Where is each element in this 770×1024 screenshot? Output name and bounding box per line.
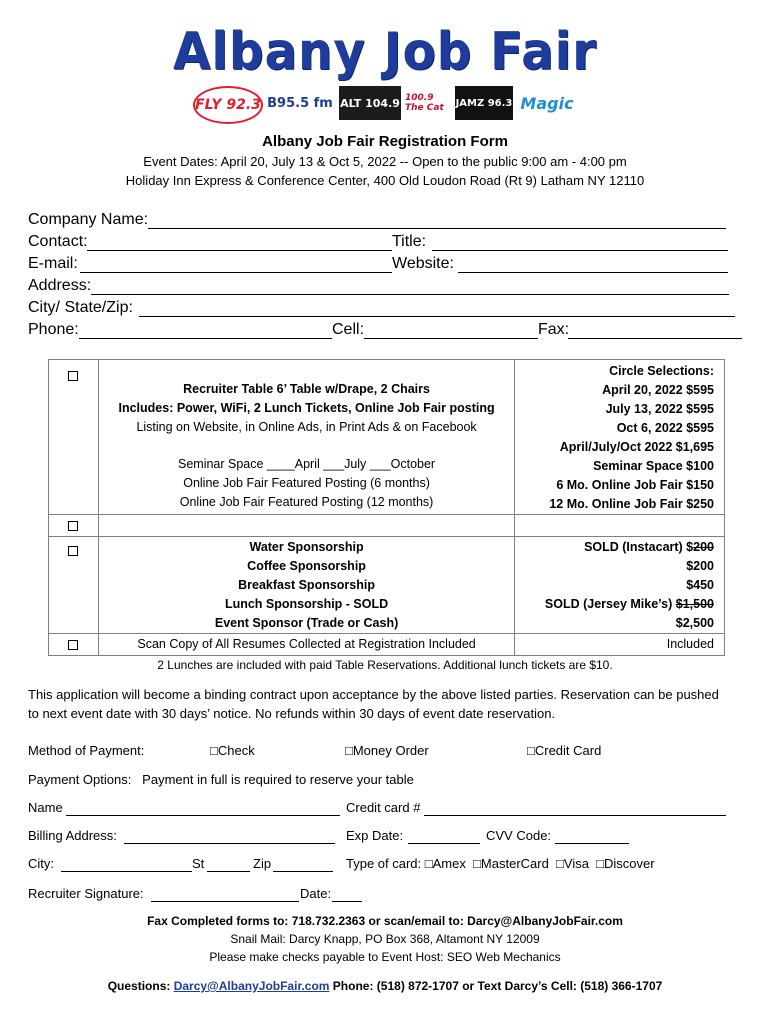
lunch-sponsorship: Lunch Sponsorship - SOLD <box>224 597 389 611</box>
recruiter-table-title: Recruiter Table 6’ Table w/Drape, 2 Chairs <box>183 382 430 396</box>
zip-input-line[interactable] <box>273 871 333 872</box>
resumes-option: Scan Copy of All Resumes Collected at Registration Included <box>98 634 514 656</box>
signature-label: Recruiter Signature: <box>28 886 144 901</box>
contact-label: Contact: <box>28 233 88 250</box>
resumes-checkbox[interactable] <box>68 640 78 650</box>
cvv-label: CVV Code: <box>486 828 552 843</box>
seminar-space-option[interactable]: Seminar Space ____April ___July ___October <box>178 457 436 471</box>
signature-input-line[interactable] <box>151 901 299 902</box>
coffee-price: $200 <box>686 559 714 573</box>
billing-address-input-line[interactable] <box>124 843 335 844</box>
event-price: $2,500 <box>675 616 714 630</box>
fax-instructions: Fax Completed forms to: 718.732.2363 or scan/email to: Darcy@AlbanyJobFair.com <box>147 914 623 928</box>
table-row <box>49 537 725 634</box>
circle-selections-label: Circle Selections: <box>609 364 714 378</box>
featured-12-option[interactable]: Online Job Fair Featured Posting (12 months) <box>179 495 434 509</box>
exp-date-label: Exp Date: <box>346 828 404 843</box>
name-label: Name <box>28 800 63 815</box>
recruiter-table-checkbox[interactable] <box>68 371 78 381</box>
city-pay-label: City: <box>28 856 54 871</box>
payment-method-label: Method of Payment: <box>28 743 145 758</box>
address-label: Address: <box>28 277 92 294</box>
table-row <box>49 515 725 537</box>
page-title: Albany Job Fair <box>173 22 597 82</box>
email-link[interactable]: Darcy@AlbanyJobFair.com <box>173 979 330 993</box>
cell-label: Cell: <box>332 321 365 338</box>
state-input-line[interactable] <box>207 871 250 872</box>
breakfast-sponsorship: Breakfast Sponsorship <box>238 578 375 592</box>
event-dates: Event Dates: April 20, July 13 & Oct 5, 2022 -- Open to the public 9:00 am - 4:00 pm <box>143 154 627 169</box>
billing-address-label: Billing Address: <box>28 828 117 843</box>
name-input-line[interactable] <box>66 815 340 816</box>
breakfast-price: $450 <box>686 578 714 592</box>
website-label: Website: <box>392 255 454 272</box>
b95-logo: B95.5 fm <box>267 95 333 111</box>
resumes-price: Included <box>515 634 725 656</box>
recruiter-includes: Includes: Power, WiFi, 2 Lunch Tickets, Online Job Fair posting <box>118 401 495 415</box>
water-price: SOLD (Instacart) $200 <box>584 540 714 554</box>
cc-number-input-line[interactable] <box>424 815 726 816</box>
sponsor-logos <box>193 86 579 122</box>
fax-label: Fax: <box>538 321 570 338</box>
company-label: Company Name: <box>28 211 149 228</box>
table-row <box>49 634 725 656</box>
options-table <box>48 359 725 656</box>
price-seminar[interactable]: Seminar Space $100 <box>593 459 714 473</box>
payment-options-text: Payment Options: Payment in full is required to reserve your table <box>28 772 414 787</box>
city-pay-input-line[interactable] <box>61 871 192 872</box>
city-label: City/ State/Zip: <box>28 299 133 316</box>
exp-date-input-line[interactable] <box>408 843 480 844</box>
lunch-price: SOLD (Jersey Mike’s) $1,500 <box>544 597 714 611</box>
company-input-line[interactable] <box>148 228 726 229</box>
price-12mo[interactable]: 12 Mo. Online Job Fair $250 <box>549 497 714 511</box>
price-april[interactable]: April 20, 2022 $595 <box>602 383 714 397</box>
phone-label: Phone: <box>28 321 79 338</box>
cvv-input-line[interactable] <box>555 843 629 844</box>
cc-number-label: Credit card # <box>346 800 421 815</box>
fax-input-line[interactable] <box>568 338 742 339</box>
price-all[interactable]: April/July/Oct 2022 $1,695 <box>559 440 714 454</box>
questions-line: Questions: Darcy@AlbanyJobFair.com Phone: (518) 872-1707 or Text Darcy’s Cell: (518) 366-1707 <box>107 979 663 993</box>
address-input-line[interactable] <box>91 294 729 295</box>
checks-payable: Please make checks payable to Event Host: SEO Web Mechanics <box>209 950 561 964</box>
fly-logo: FLY 92.3 <box>193 86 263 124</box>
phone-input-line[interactable] <box>79 338 332 339</box>
water-sponsorship: Water Sponsorship <box>249 540 364 554</box>
featured-6-option[interactable]: Online Job Fair Featured Posting (6 months) <box>183 476 430 490</box>
cat-logo: 100.9 The Cat <box>405 93 444 113</box>
email-label: E-mail: <box>28 255 78 272</box>
date-label: Date: <box>300 886 332 901</box>
contract-text: This application will become a binding contract upon acceptance by the above listed parties. Reservation can be pushed to next event date with 30 days’ notice. No refunds within 30 days of event date reservation. <box>28 687 719 721</box>
zip-label: Zip <box>253 856 272 871</box>
price-oct[interactable]: Oct 6, 2022 $595 <box>616 421 714 435</box>
table-row <box>49 360 725 515</box>
blank-checkbox[interactable] <box>68 521 78 531</box>
jamz-logo: JAMZ 96.3 <box>455 86 513 120</box>
title-input-line[interactable] <box>432 250 728 251</box>
title-label: Title: <box>392 233 427 250</box>
date-input-line[interactable] <box>332 901 362 902</box>
lunch-note: 2 Lunches are included with paid Table Reservations. Additional lunch tickets are $10. <box>157 658 613 672</box>
city-input-line[interactable] <box>139 316 735 317</box>
event-sponsor: Event Sponsor (Trade or Cash) <box>214 616 399 630</box>
website-input-line[interactable] <box>458 272 728 273</box>
snail-mail: Snail Mail: Darcy Knapp, PO Box 368, Altamont NY 12009 <box>230 932 540 946</box>
cell-input-line[interactable] <box>364 338 538 339</box>
venue: Holiday Inn Express & Conference Center, 400 Old Loudon Road (Rt 9) Latham NY 12110 <box>125 173 645 188</box>
sponsorship-checkbox[interactable] <box>68 546 78 556</box>
credit-card-option[interactable]: □Credit Card <box>527 743 602 758</box>
magic-logo: Magic <box>520 93 574 113</box>
card-type-options[interactable]: Type of card: □Amex □MasterCard □Visa □Discover <box>346 856 655 871</box>
check-option[interactable]: □Check <box>210 743 255 758</box>
alt-logo: ALT 104.9 <box>339 86 401 120</box>
contact-input-line[interactable] <box>87 250 392 251</box>
form-title: Albany Job Fair Registration Form <box>262 133 508 150</box>
price-july[interactable]: July 13, 2022 $595 <box>605 402 714 416</box>
recruiter-listing: Listing on Website, in Online Ads, in Print Ads & on Facebook <box>136 420 477 434</box>
state-label: St <box>192 856 205 871</box>
email-input-line[interactable] <box>80 272 392 273</box>
coffee-sponsorship: Coffee Sponsorship <box>247 559 366 573</box>
price-6mo[interactable]: 6 Mo. Online Job Fair $150 <box>556 478 714 492</box>
money-order-option[interactable]: □Money Order <box>345 743 429 758</box>
